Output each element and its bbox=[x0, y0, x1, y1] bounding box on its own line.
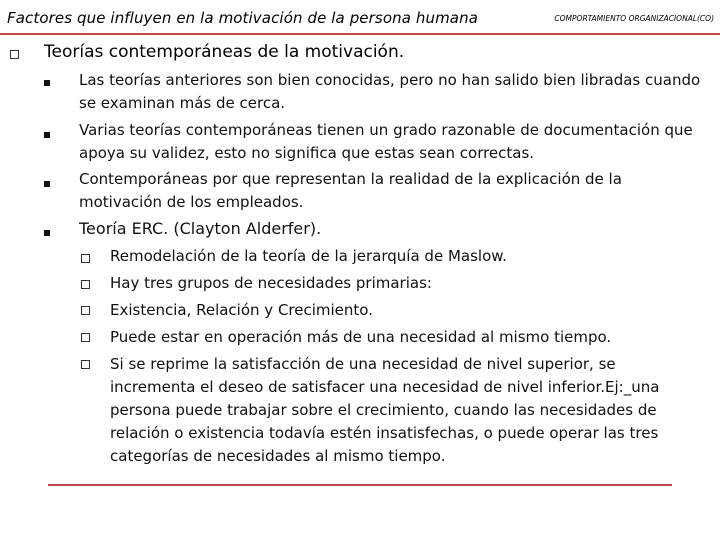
hollow-square-bullet-icon bbox=[10, 50, 19, 59]
bullet-text: Las teorías anteriores son bien conocidas, pero no han salido bien libradas cuando se examinan más de cerca. bbox=[79, 71, 701, 112]
slide-title: Factores que influyen en la motivación de la persona humana bbox=[7, 9, 478, 27]
header-divider bbox=[0, 33, 720, 35]
hollow-square-bullet-icon bbox=[81, 254, 90, 263]
hollow-square-bullet-icon bbox=[81, 306, 90, 315]
subbullet-text: Remodelación de la teoría de la jerarquía de Maslow. bbox=[110, 247, 507, 265]
filled-square-bullet-icon bbox=[44, 181, 50, 187]
course-tag: COMPORTAMIENTO ORGANIZACIONAL(CO) bbox=[554, 14, 714, 23]
bullet-text: Contemporáneas por que representan la realidad de la explicación de la motivación de los empleados. bbox=[79, 170, 622, 211]
hollow-square-bullet-icon bbox=[81, 333, 90, 342]
filled-square-bullet-icon bbox=[44, 132, 50, 138]
subbullet-text: Hay tres grupos de necesidades primarias: bbox=[110, 274, 432, 292]
bullet-text: Teoría ERC. (Clayton Alderfer). bbox=[79, 219, 322, 238]
bullet-text: Varias teorías contemporáneas tienen un grado razonable de documentación que apoya su validez, esto no significa que estas sean correctas. bbox=[79, 121, 693, 162]
subbullet-text: Si se reprime la satisfacción de una necesidad de nivel superior, se incrementa el deseo de satisfacer una necesidad de nivel inferior.Ej:_una persona puede trabajar sobre el crecimiento, cuando las necesidades de relación o existencia todavía estén insatisfechas, o puede operar las tres categorías de necesidades al mismo tiempo. bbox=[110, 355, 660, 465]
footer-divider bbox=[48, 484, 672, 486]
filled-square-bullet-icon bbox=[44, 80, 50, 86]
slide-header bbox=[0, 0, 720, 36]
subbullet-text: Existencia, Relación y Crecimiento. bbox=[110, 301, 373, 319]
subbullet-text: Puede estar en operación más de una necesidad al mismo tiempo. bbox=[110, 328, 612, 346]
hollow-square-bullet-icon bbox=[81, 360, 90, 369]
filled-square-bullet-icon bbox=[44, 230, 50, 236]
section-heading: Teorías contemporáneas de la motivación. bbox=[44, 42, 405, 62]
hollow-square-bullet-icon bbox=[81, 280, 90, 289]
